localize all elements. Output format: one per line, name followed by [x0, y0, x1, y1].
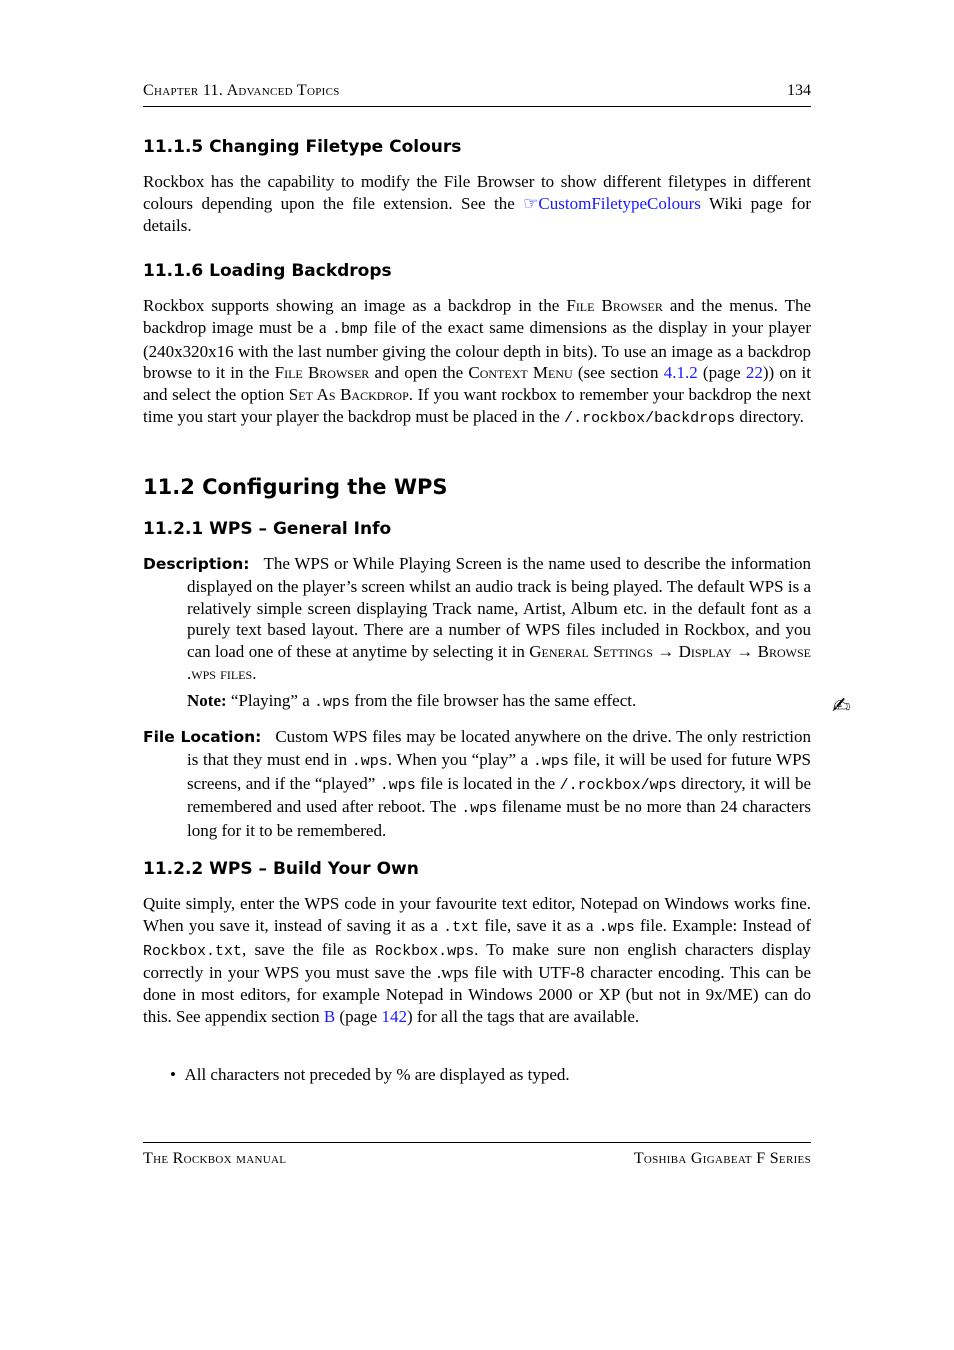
chapter-title: Chapter 11. Advanced Topics	[143, 82, 340, 99]
paragraph-filetype-colours: Rockbox has the capability to modify the File Browser to show different filetypes in different colours depending upon the file extension. See the ☞CustomFiletypeColours Wiki page for details.	[143, 172, 811, 235]
section-heading-11-1-6: 11.1.6 Loading Backdrops	[143, 261, 392, 281]
arrow-icon: →	[652, 642, 679, 662]
pointing-hand-icon: ☞	[523, 193, 539, 213]
paragraph-backdrops: Rockbox supports showing an image as a backdrop in the File Browser and the menus. The backdrop image must be a .bmp file of the exact same dimensions as the display in your player (240x320x16 with the last number giving the colour depth in bits). To use an image as a backdrop browse to it in the File Browser and open the Context Menu (see section 4.1.2 (page 22)) on it and select the option Set As Backdrop. If you want rockbox to remember your backdrop the next time you start your player the backdrop must be placed in the /.rockbox/backdrops directory.	[143, 296, 812, 427]
bullet-icon: •	[170, 1065, 176, 1084]
file-location-term: File Location:	[143, 728, 262, 746]
section-heading-11-2-2: 11.2.2 WPS – Build Your Own	[143, 859, 419, 879]
page-number: 134	[787, 82, 811, 99]
device-name: Toshiba Gigabeat F Series	[633, 1150, 811, 1167]
list-item: • All characters not preceded by % are displayed as typed.	[170, 1065, 570, 1084]
writing-hand-icon: ✍	[832, 694, 851, 719]
description-term: Description:	[143, 555, 250, 573]
section-heading-11-2-1: 11.2.1 WPS – General Info	[143, 519, 392, 539]
appendix-link-b[interactable]: B	[323, 1006, 336, 1026]
note-label: Note:	[187, 691, 227, 710]
wiki-link[interactable]: ☞CustomFiletypeColours	[523, 193, 701, 213]
file-location-item: File Location: Custom WPS files may be located anywhere on the drive. The only restriction is that they must end in .wps. When you “play” a .wps file, it will be used for future WPS screens, and if the “played” .wps file is located in the /.rockbox/wps directory, it will be remembered and used after reboot. The .wps filename must be no more than 24 characters long for it to be remembered.	[143, 727, 811, 841]
description-item: Description: The WPS or While Playing Screen is the name used to describe the information displayed on the player’s screen whilst an audio track is being played. The default WPS is a relatively simple screen displaying Track name, Artist, Album etc. in the default font as a purely text based layout. There are a number of WPS files included in Rockbox, and you can load one of these at anytime by selecting it in General Settings → Display → Browse .wps files.	[143, 554, 812, 683]
manual-title: The Rockbox manual	[143, 1150, 287, 1167]
page-link-22[interactable]: 22	[745, 363, 763, 383]
note: Note: “Playing” a .wps from the file browser has the same effect.	[187, 691, 637, 711]
page-link-142[interactable]: 142	[381, 1006, 407, 1026]
paragraph-build-your-own: Quite simply, enter the WPS code in your favourite text editor, Notepad on Windows works fine. When you save it, instead of saving it as a .txt file, save it as a .wps file. Example: Instead of Rockbox.txt, save the file as Rockbox.wps. To make sure non english characters display correctly in your WPS you must save the .wps file with UTF-8 character encoding. This can be done in most editors, for example Notepad in Windows 2000 or XP (but not in 9x/ME) can do this. See appendix section B (page 142) for all the tags that are available.	[143, 894, 811, 1026]
section-link-4-1-2[interactable]: 4.1.2	[663, 363, 698, 383]
section-heading-11-2: 11.2 Configuring the WPS	[143, 475, 448, 499]
page-header	[143, 82, 811, 107]
section-heading-11-1-5: 11.1.5 Changing Filetype Colours	[143, 137, 462, 157]
page-footer	[143, 1142, 811, 1173]
arrow-icon: →	[731, 642, 758, 662]
